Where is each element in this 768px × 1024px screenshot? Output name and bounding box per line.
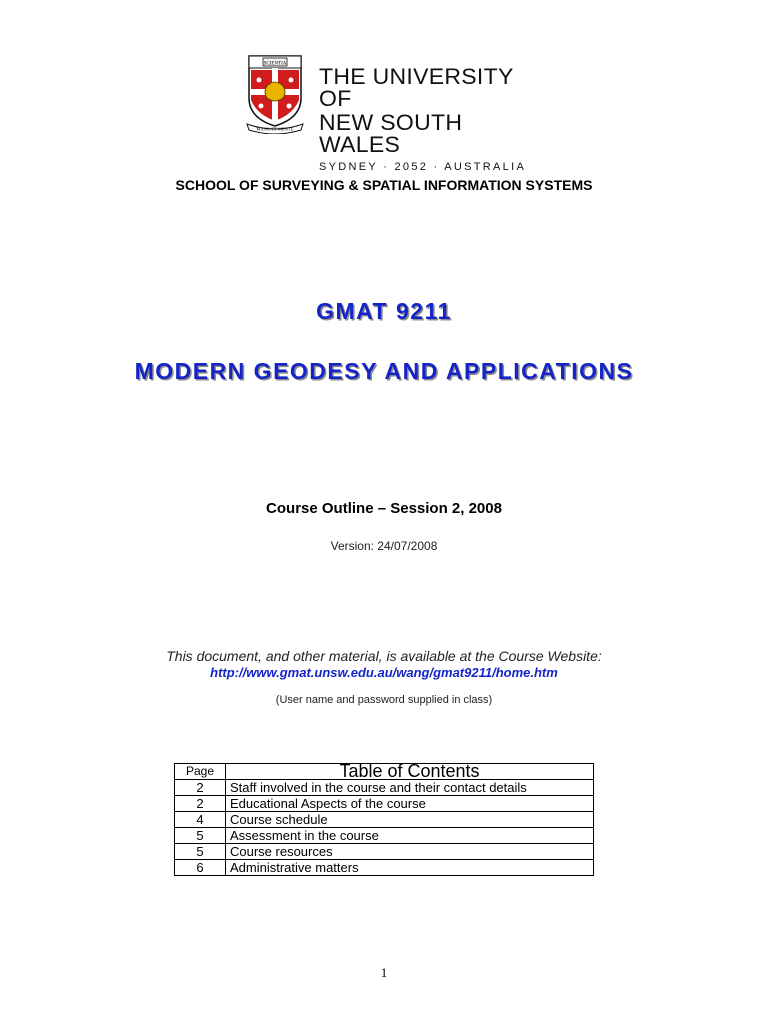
course-website-link[interactable]: http://www.gmat.unsw.edu.au/wang/gmat9211/home.htm — [210, 665, 558, 680]
document-version: Version: 24/07/2008 — [330, 539, 438, 553]
crest-motto: SCIENTIA — [263, 61, 287, 67]
toc-page-number: 4 — [175, 812, 226, 828]
toc-entry: Course resources — [226, 844, 594, 860]
course-title: MODERN GEODESY AND APPLICATIONS — [134, 358, 634, 384]
university-location: SYDNEY · 2052 · AUSTRALIA — [319, 161, 527, 173]
toc-page-number: 5 — [175, 844, 226, 860]
course-code: GMAT 9211 — [316, 298, 452, 324]
toc-page-column-header: Page — [175, 764, 226, 780]
course-outline-heading: Course Outline – Session 2, 2008 — [266, 500, 502, 517]
table-row — [175, 828, 594, 844]
table-row — [175, 780, 594, 796]
toc-page-number: 5 — [175, 828, 226, 844]
toc-page-number: 2 — [175, 796, 226, 812]
toc-page-number: 2 — [175, 780, 226, 796]
toc-entry: Assessment in the course — [226, 828, 594, 844]
university-crest-logo — [245, 52, 305, 134]
table-row — [175, 860, 594, 876]
toc-entry: Educational Aspects of the course — [226, 796, 594, 812]
crest-scroll-motto: MANU ET MENTE — [256, 126, 294, 132]
toc-entry: Course schedule — [226, 812, 594, 828]
table-row — [175, 812, 594, 828]
toc-header-row — [175, 764, 594, 780]
toc-title: Table of Contents — [226, 764, 594, 780]
table-of-contents — [174, 763, 594, 876]
availability-text: This document, and other material, is available at the Course Website: — [166, 648, 602, 664]
table-row — [175, 796, 594, 812]
school-name: SCHOOL OF SURVEYING & SPATIAL INFORMATION SYSTEMS — [175, 177, 593, 193]
university-name-line1: THE UNIVERSITY OF — [319, 64, 514, 111]
table-row — [175, 844, 594, 860]
page-number: 1 — [380, 965, 388, 980]
toc-entry: Staff involved in the course and their contact details — [226, 780, 594, 796]
toc-page-number: 6 — [175, 860, 226, 876]
university-name-line2: NEW SOUTH WALES — [319, 110, 463, 157]
university-header — [240, 50, 540, 173]
credentials-note: (User name and password supplied in class) — [275, 694, 493, 706]
university-wordmark — [319, 65, 540, 173]
toc-entry: Administrative matters — [226, 860, 594, 876]
